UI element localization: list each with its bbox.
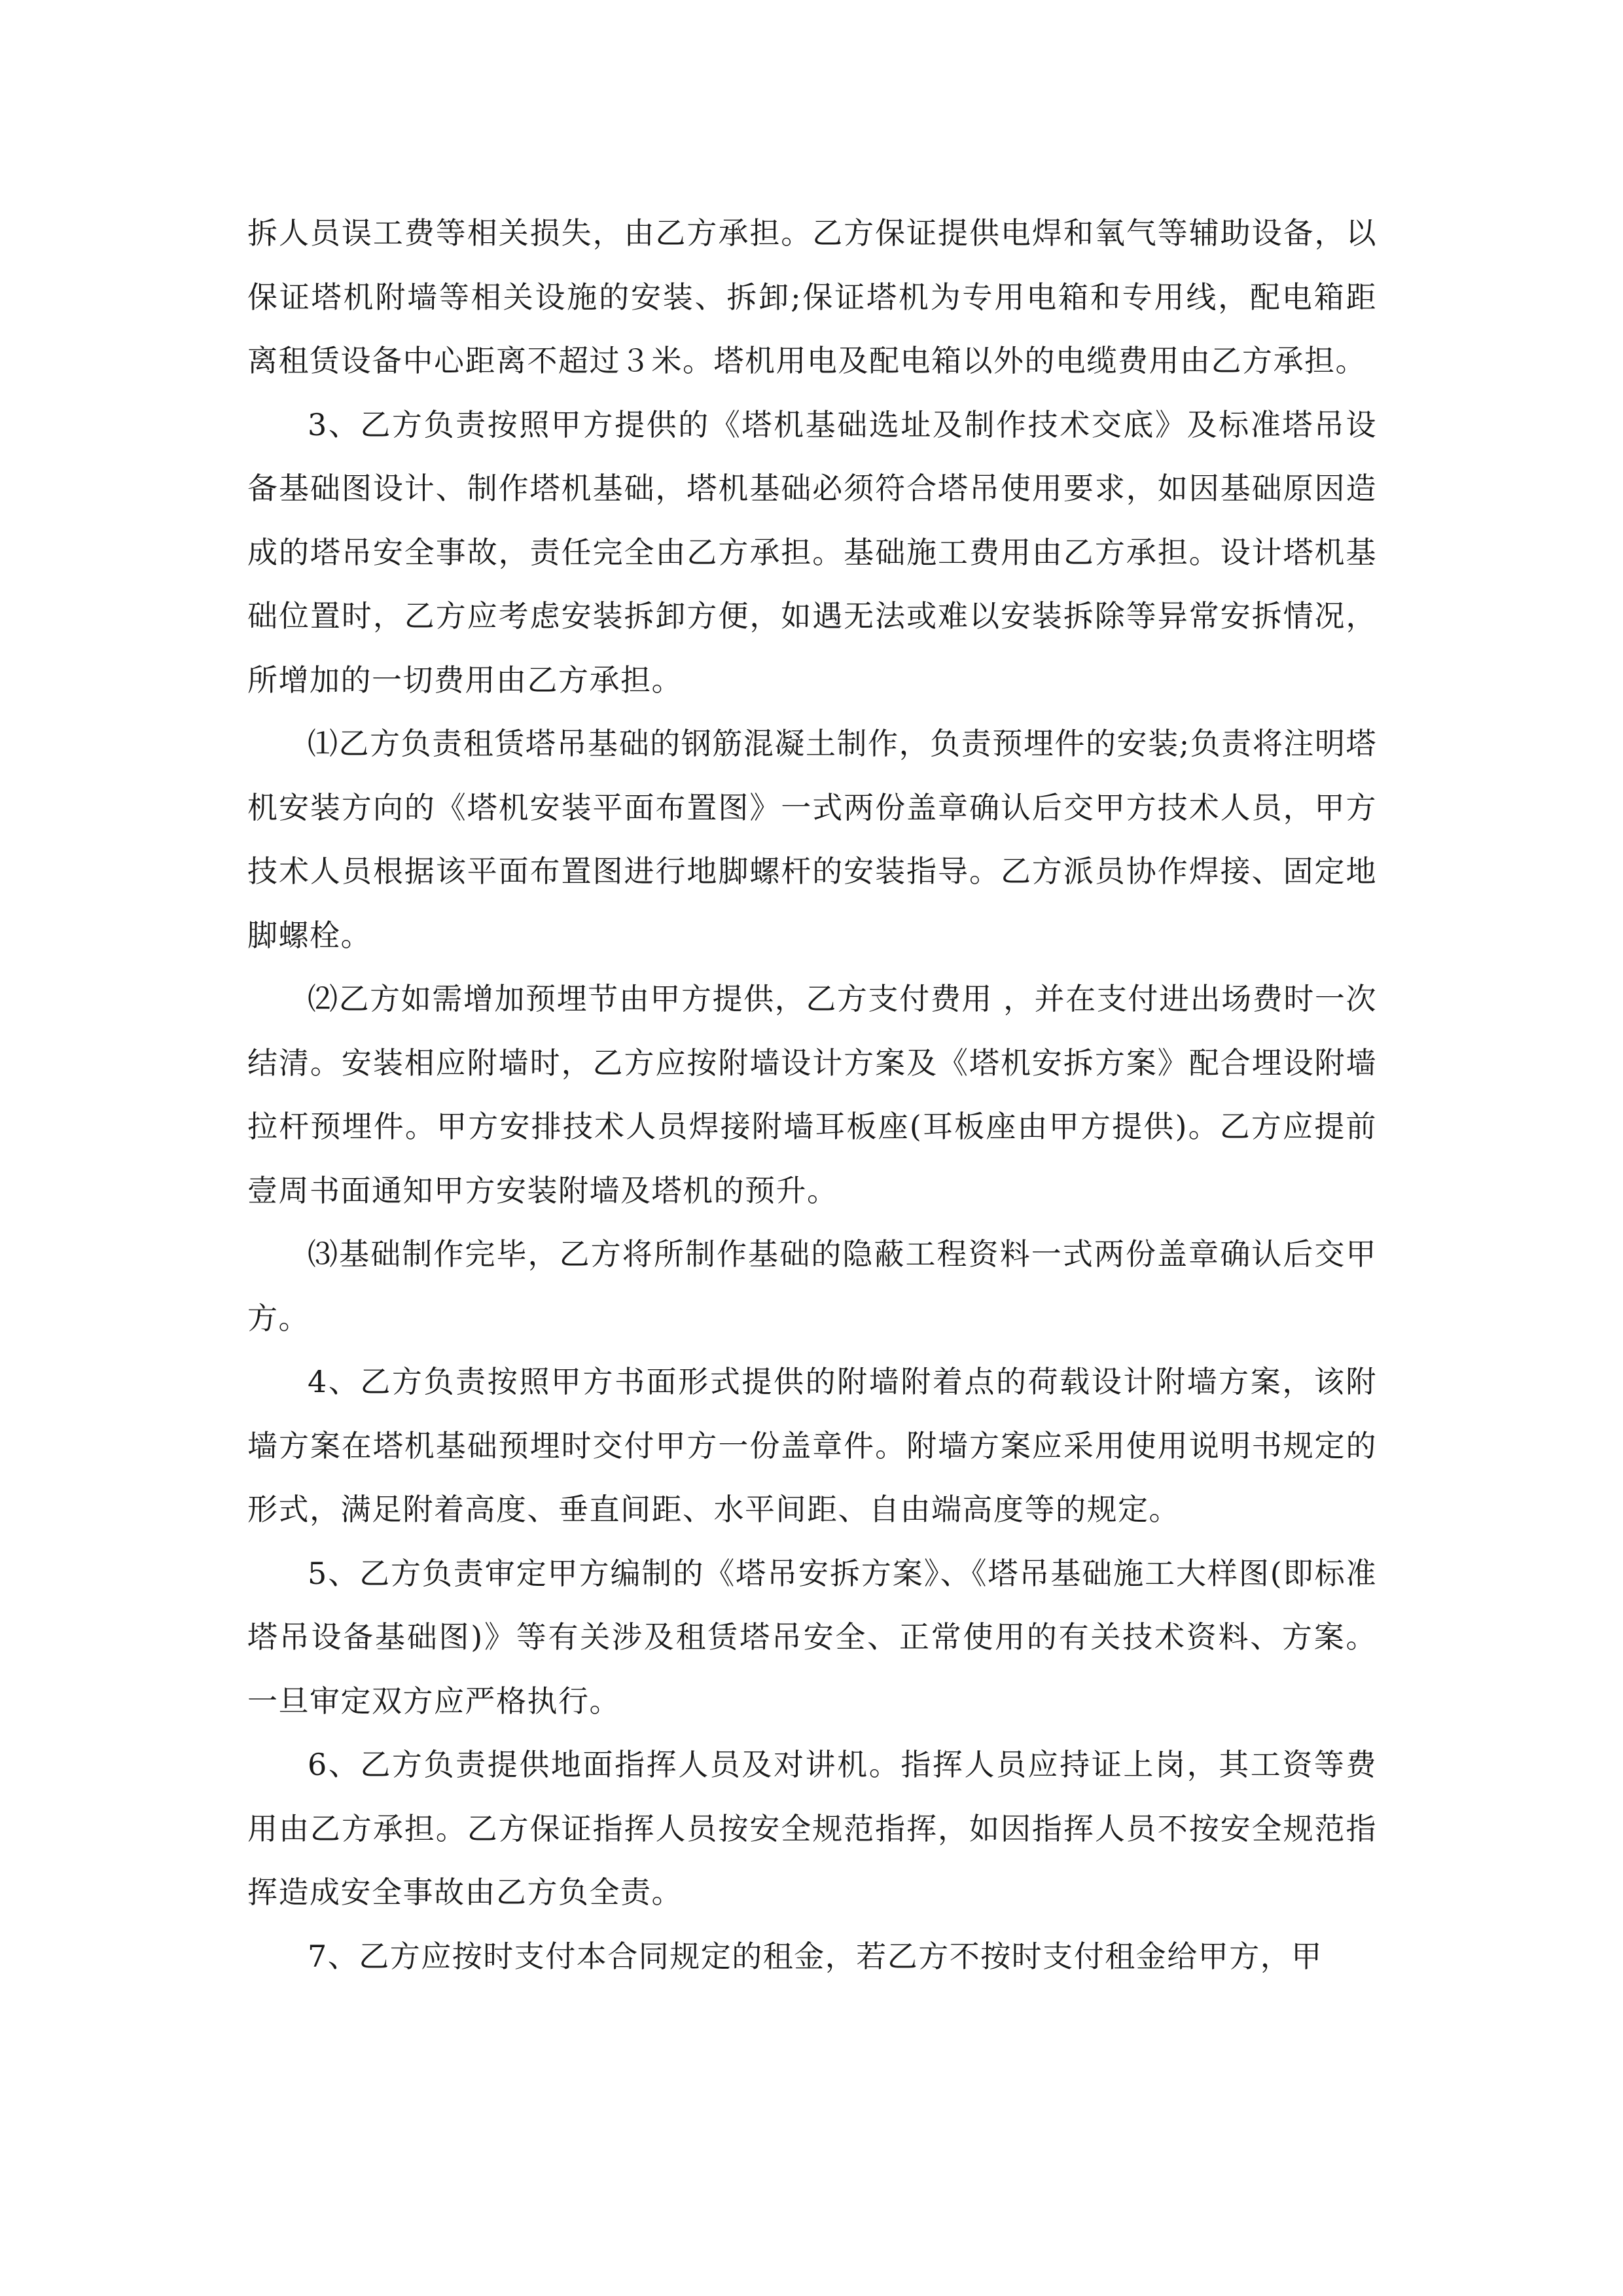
document-body [247,202,1377,1988]
paragraph-item-4: 4、乙方负责按照甲方书面形式提供的附墙附着点的荷载设计附墙方案，该附墙方案在塔机基础预埋时交付甲方一份盖章件。附墙方案应采用使用说明书规定的形式，满足附着高度、垂直间距、水平间距、自由端高度等的规定。 [247,1364,1377,1527]
paragraph-item-3: 3、乙方负责按照甲方提供的《塔机基础选址及制作技术交底》及标准塔吊设备基础图设计、制作塔机基础，塔机基础必须符合塔吊使用要求，如因基础原因造成的塔吊安全事故，责任完全由乙方承担。基础施工费用由乙方承担。设计塔机基础位置时，乙方应考虑安装拆卸方便，如遇无法或难以安装拆除等异常安拆情况，所增加的一切费用由乙方承担。 [247,406,1377,698]
paragraph-item-6: 6、乙方负责提供地面指挥人员及对讲机。指挥人员应持证上岗，其工资等费用由乙方承担。乙方保证指挥人员按安全规范指挥，如因指挥人员不按安全规范指挥造成安全事故由乙方负全责。 [247,1747,1377,1910]
paragraph-item-3-1: ⑴乙方负责租赁塔吊基础的钢筋混凝土制作，负责预埋件的安装;负责将注明塔机安装方向的《塔机安装平面布置图》一式两份盖章确认后交甲方技术人员，甲方技术人员根据该平面布置图进行地脚螺杆的安装指导。乙方派员协作焊接、固定地脚螺栓。 [247,726,1377,953]
paragraph-item-3-3: ⑶基础制作完毕，乙方将所制作基础的隐蔽工程资料一式两份盖章确认后交甲方。 [247,1236,1377,1336]
paragraph-continued: 拆人员误工费等相关损失，由乙方承担。乙方保证提供电焊和氧气等辅助设备，以保证塔机附墙等相关设施的安装、拆卸;保证塔机为专用电箱和专用线，配电箱距离租赁设备中心距离不超过３米。塔机用电及配电箱以外的电缆费用由乙方承担。 [247,215,1377,378]
paragraph-item-5: 5、乙方负责审定甲方编制的《塔吊安拆方案》、《塔吊基础施工大样图(即标准塔吊设备基础图)》等有关涉及租赁塔吊安全、正常使用的有关技术资料、方案。一旦审定双方应严格执行。 [247,1555,1377,1719]
paragraph-item-7: 7、乙方应按时支付本合同规定的租金，若乙方不按时支付租金给甲方，甲 [308,1938,1323,1974]
paragraph-item-3-2: ⑵乙方如需增加预埋节由甲方提供，乙方支付费用 ，并在支付进出场费时一次结清。安装相应附墙时，乙方应按附墙设计方案及《塔机安拆方案》配合埋设附墙拉杆预埋件。甲方安排技术人员焊接附墙耳板座(耳板座由甲方提供)。乙方应提前壹周书面通知甲方安装附墙及塔机的预升。 [247,981,1377,1208]
